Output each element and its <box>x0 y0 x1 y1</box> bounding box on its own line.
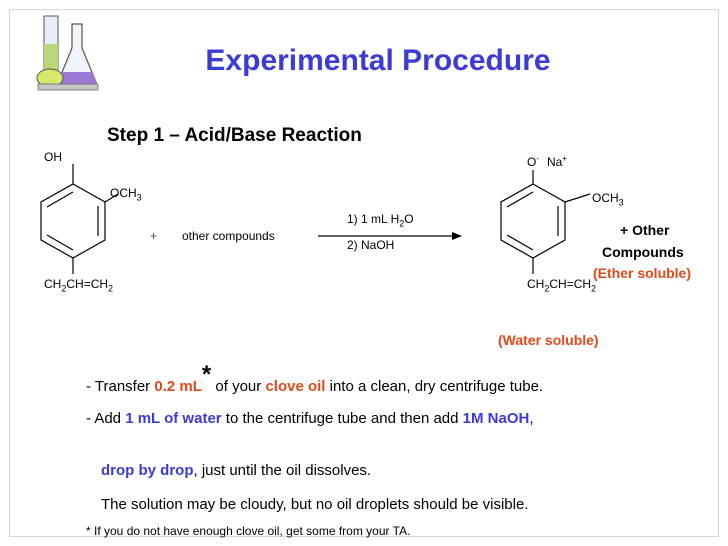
ether-soluble-label: (Ether soluble) <box>593 265 692 281</box>
reactant-allyl-label: $CH_2CH=CH_2$ <box>44 277 114 294</box>
product-oxide-label: O- Na+ <box>527 154 568 169</box>
instruction-add: - Add 1 mL of water to the centrifuge tube and then add 1M NaOH, <box>86 410 534 427</box>
reactant-oh-label: OH <box>44 150 62 164</box>
product-och3-label: $OCH_3$ <box>592 191 624 208</box>
instruction-transfer: - Transfer 0.2 mL* of your clove oil into a clean, dry centrifuge tube. <box>86 361 544 395</box>
other-products-line2: Compounds <box>602 244 684 260</box>
plus-sign: + <box>150 229 158 243</box>
reactant-ring <box>41 164 118 274</box>
footnote: * If you do not have enough clove oil, get some from your TA. <box>86 524 411 538</box>
step-heading: Step 1 – Acid/Base Reaction <box>107 125 362 146</box>
instruction-drop: drop by drop, just until the oil dissolves. <box>101 462 372 479</box>
product-ring <box>501 170 590 274</box>
condition-water: 1) 1 mL $H_2O$ <box>347 212 414 229</box>
other-compounds-label: other compounds <box>182 229 275 243</box>
product-allyl-label: $CH_2CH=CH_2$ <box>527 277 597 294</box>
condition-naoh: 2) NaOH <box>347 238 395 252</box>
instruction-cloudy: The solution may be cloudy, but no oil droplets should be visible. <box>101 496 529 513</box>
other-products-line1: + Other <box>620 222 670 238</box>
water-soluble-label: (Water soluble) <box>498 332 599 348</box>
reactant-och3-label: $OCH_3$ <box>110 186 142 203</box>
page-title: Experimental Procedure <box>205 44 551 77</box>
